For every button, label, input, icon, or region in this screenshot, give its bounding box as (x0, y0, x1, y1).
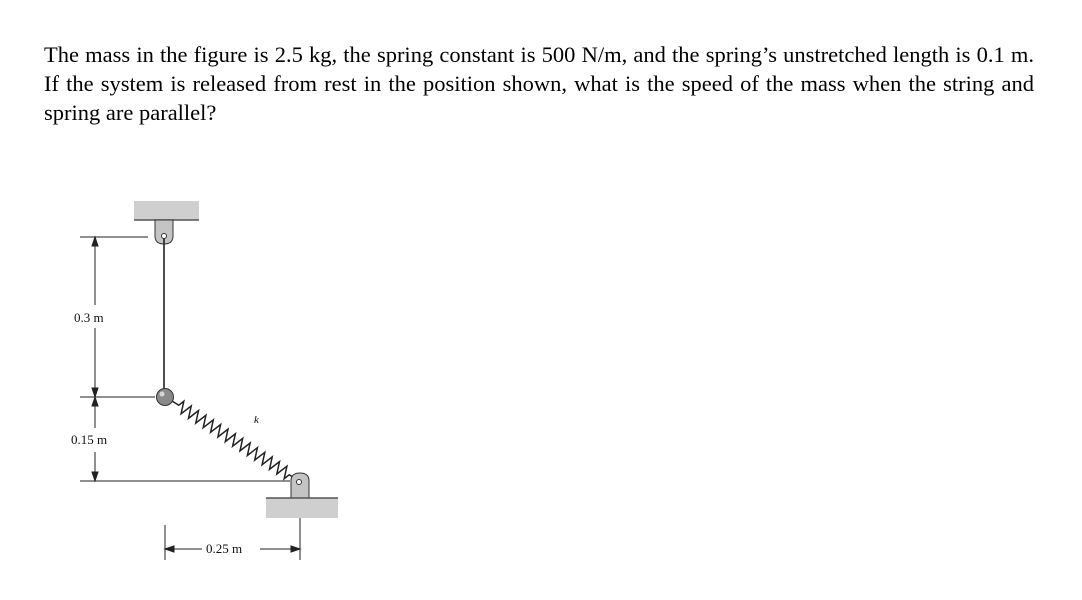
dim-label-0-25m: 0.25 m (206, 541, 243, 556)
dim-label-0-3m: 0.3 m (74, 310, 104, 325)
dim-label-0-15m: 0.15 m (71, 432, 108, 447)
spring-constant-label: k (254, 414, 259, 426)
mass-ball (157, 389, 174, 406)
vertical-dimension (80, 237, 290, 481)
ceiling-support (134, 201, 199, 220)
problem-statement: The mass in the figure is 2.5 kg, the spring constant is 500 N/m, and the spring’s unstretched length is 0.1 m. If the system is released from rest in the position shown, what is the speed of the mass when the string and spring are parallel? (44, 42, 1034, 125)
floor-ground (266, 498, 338, 518)
spring (172, 401, 296, 479)
floor-bracket (291, 473, 309, 498)
